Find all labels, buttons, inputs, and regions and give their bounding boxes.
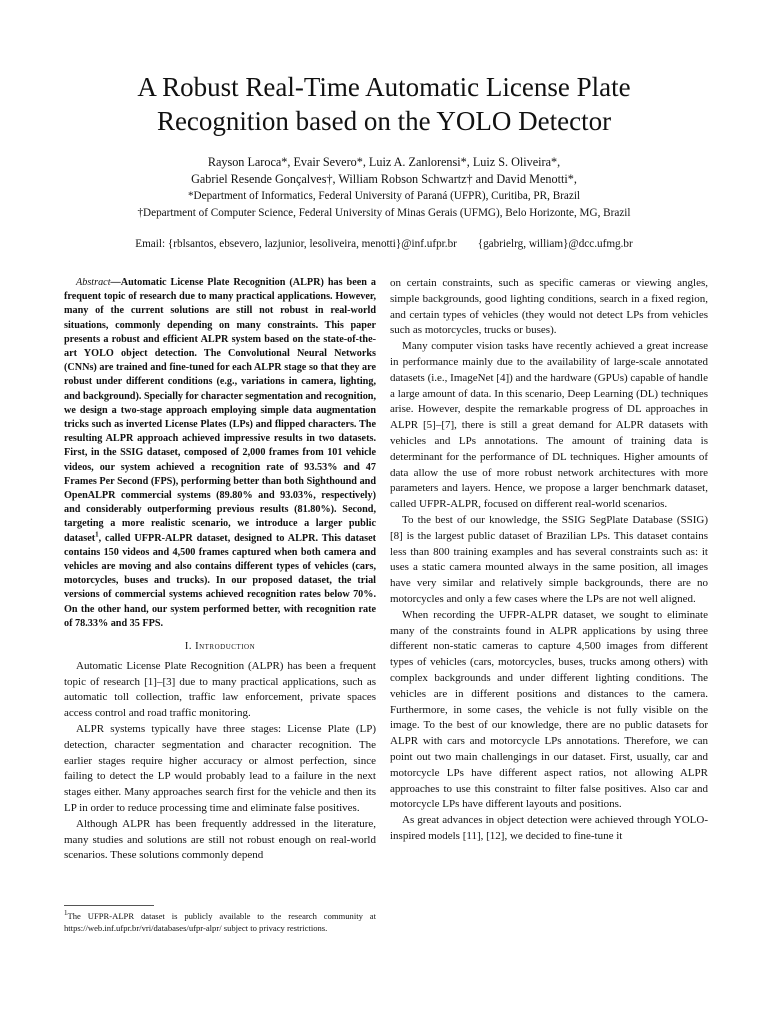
- abstract: [64, 276, 376, 631]
- paragraph: As great advances in object detection were achieved through YOLO-inspired models [11], [12], we decided to fine-tune it: [390, 814, 708, 842]
- title-line-2: Recognition based on the YOLO Detector: [156, 106, 612, 136]
- affiliation-ufpr: *Department of Informatics, Federal University of Paraná (UFPR), Curitiba, PR, Brazil: [187, 190, 581, 202]
- email-line: [40, 236, 728, 252]
- paragraph: To the best of our knowledge, the SSIG SegPlate Database (SSIG) [8] is the largest public dataset of Brazilian LPs. This dataset contains less than 800 training examples and has several constraints such as: it uses a static camera mounted always in the same position, all images have very similar and relatively simple backgrounds, there are no motorcycles and only a few cases where the LPs are not well aligned.: [390, 513, 708, 605]
- email-ufmg: {gabrielrg, william}@dcc.ufmg.br: [477, 238, 633, 250]
- footnote: [64, 905, 376, 934]
- left-column: [64, 276, 376, 864]
- authors-line-2: Gabriel Resende Gonçalves†, William Robson Schwartz† and David Menotti*,: [191, 172, 577, 186]
- abstract-text-continued: , called UFPR-ALPR dataset, designed to ALPR. This dataset contains 150 videos and 4,500 frames captured when both camera and vehicles are moving and also contains different types of vehicles (cars, motorcycles, buses and trucks). In our proposed dataset, the trial versions of commercial systems achieved recognition rates below 70%. On the other hand, our system performed better, with recognition rate of 78.33% and 35 FPS.: [64, 532, 376, 629]
- abstract-text: —Automatic License Plate Recognition (ALPR) has been a frequent topic of research due to many practical applications. However, many of the current solutions are still not robust in real-world situations, commonly depending on many constraints. This paper presents a robust and efficient ALPR system based on the state-of-the-art YOLO object detection. The Convolutional Neural Networks (CNNs) are trained and fine-tuned for each ALPR stage so that they are robust under different conditions (e.g., variations in camera, lighting, and background). Specially for character segmentation and recognition, we design a two-stage approach employing simple data augmentation tricks such as inverted License Plates (LPs) and flipped characters. The resulting ALPR approach achieved impressive results in two datasets. First, in the SSIG dataset, composed of 2,000 frames from 101 vehicle videos, our system achieved a recognition rate of 93.53% and 47 Frames Per Second (FPS), performing better than both Sighthound and OpenALPR commercial systems (89.80% and 93.03%, respectively) and considerably outperforming previous results (81.80%). Second, targeting a more realistic scenario, we introduce a larger public dataset: [64, 277, 376, 544]
- footnote-text: The UFPR-ALPR dataset is publicly available to the research community at https://web.inf.ufpr.br/vri/databases/ufpr-alpr/ subject to privacy restrictions.: [64, 911, 376, 933]
- section-title: Introduction: [195, 641, 256, 653]
- authors-line-1: Rayson Laroca*, Evair Severo*, Luiz A. Zanlorensi*, Luiz S. Oliveira*,: [207, 155, 561, 169]
- footnote-ref: 1: [95, 530, 99, 539]
- affiliation-ufmg: †Department of Computer Science, Federal University of Minas Gerais (UFMG), Belo Horizonte, MG, Brazil: [137, 207, 631, 219]
- email-ufpr: {rblsantos, ebsevero, lazjunior, lesoliveira, menotti}@inf.ufpr.br: [167, 238, 457, 250]
- footnote-rule: [64, 905, 154, 906]
- footnote-mark: 1: [64, 909, 68, 918]
- section-number: I.: [184, 641, 192, 653]
- paragraph: Automatic License Plate Recognition (ALPR) has been a frequent topic of research [1]–[3] due to many practical applications, such as automatic toll collection, traffic law enforcement, private spaces access control and road traffic monitoring.: [64, 659, 376, 720]
- paragraph: on certain constraints, such as specific cameras or viewing angles, simple backgrounds, good lighting conditions, search in a fixed region, and certain types of vehicles (they would not detect LPs from vehicles such as motorcycles, trucks or buses).: [390, 277, 708, 337]
- right-column: [390, 276, 708, 845]
- section-heading: [64, 639, 376, 655]
- abstract-label: Abstract: [76, 277, 111, 288]
- paragraph: Although ALPR has been frequently addressed in the literature, many studies and solutions are still not robust enough on real-world scenarios. These solutions commonly depend: [64, 817, 376, 862]
- paper-title: [40, 70, 728, 138]
- title-line-1: A Robust Real-Time Automatic License Plate: [137, 72, 631, 102]
- paragraph: ALPR systems typically have three stages: License Plate (LP) detection, character segmentation and character recognition. The earlier stages require higher accuracy or almost perfection, since failing to detect the LP would probably lead to a failure in the next stages either. Many approaches search first for the vehicle and then its LP in order to reduce processing time and eliminate false positives.: [64, 723, 376, 815]
- paragraph: Many computer vision tasks have recently achieved a great increase in performance mainly due to the availability of large-scale annotated datasets (i.e., ImageNet [4]) and the hardware (GPUs) capable of handle a large amount of data. In this scenario, Deep Learning (DL) techniques arise. However, despite the remarkable progress of DL approaches in ALPR [5]–[7], there is still a great demand for ALPR datasets with vehicles and LPs annotations. The amount of training data is determinant for the performance of DL techniques. Higher amounts of data allow the use of more robust network architectures with more parameters and layers. Hence, we propose a larger benchmark dataset, called UFPR-ALPR, focused on different real-world scenarios.: [390, 340, 708, 511]
- author-block: [40, 154, 728, 222]
- paragraph: When recording the UFPR-ALPR dataset, we sought to eliminate many of the constraints found in ALPR applications by using three different non-static cameras to capture 4,500 images from different types of vehicles (cars, motorcycles, buses, trucks among others) with complex backgrounds and under different lighting conditions. The vehicles are in different positions and distances to the camera. Furthermore, in some cases, the vehicle is not fully visible on the image. To the best of our knowledge, there are no public datasets for ALPR with cars and motorcycle LPs annotations. Therefore, we can point out two main challengings in our dataset. First, usually, car and motorcycle LPs have different aspect ratios, not allowing ALPR approaches to use this constraint to filter false positives. Also car and motorcycle LPs have different layouts and positions.: [390, 608, 708, 811]
- email-label: Email:: [135, 238, 166, 250]
